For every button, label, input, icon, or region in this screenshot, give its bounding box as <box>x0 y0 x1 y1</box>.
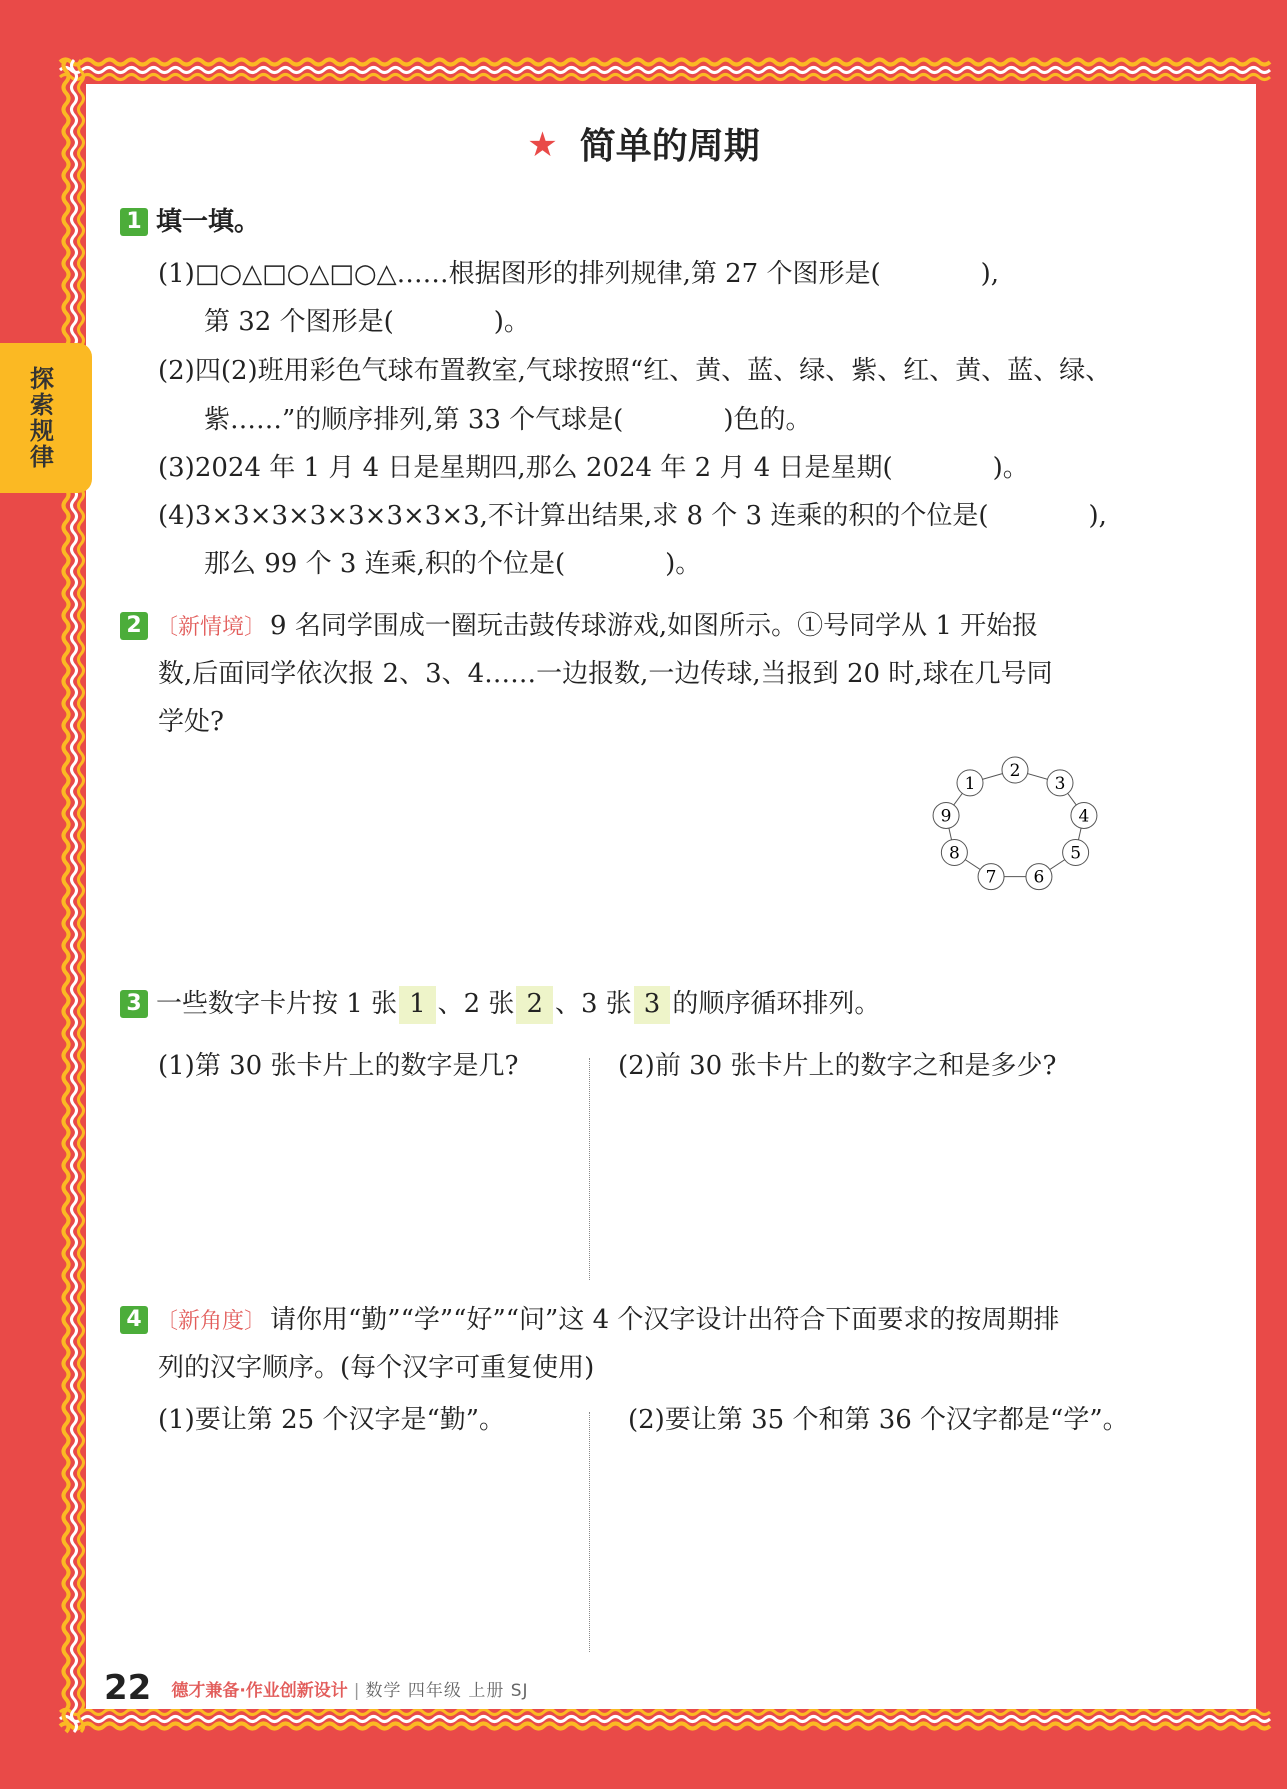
q1-part1-end: ), <box>980 259 1000 289</box>
q3-text-b: 、2 张 <box>437 989 515 1019</box>
page-number: 22 <box>104 1668 152 1708</box>
q1-part2-line2 <box>204 404 811 438</box>
q1-part4-end2: )。 <box>665 549 702 579</box>
q1-part4-line1 <box>158 500 1107 534</box>
q3-number-badge: 3 <box>120 990 148 1018</box>
number-card-1: 1 <box>399 986 436 1024</box>
q1-part4-text2: 那么 99 个 3 连乘,积的个位是( <box>204 549 566 579</box>
student-number-label: 4 <box>1078 806 1090 827</box>
q3-heading <box>120 986 880 1024</box>
number-card-2: 2 <box>516 986 553 1024</box>
q3-answer-area-1[interactable] <box>158 1095 578 1275</box>
q1-part1-line1 <box>158 258 999 292</box>
student-number-label: 9 <box>940 806 952 827</box>
number-card-3: 3 <box>634 986 671 1024</box>
q4-answer-area-2[interactable] <box>610 1450 1150 1650</box>
q4-answer-area-1[interactable] <box>158 1450 578 1650</box>
q1-part4-end: ), <box>1088 501 1107 531</box>
star-icon: ★ <box>527 125 558 165</box>
q2-text3: 学处? <box>158 707 224 737</box>
q3-text-d: 的顺序循环排列。 <box>672 989 881 1019</box>
q1-part1-text: (1)□○△□○△□○△……根据图形的排列规律,第 27 个图形是( <box>158 259 881 289</box>
q1-part4-line2 <box>204 548 701 582</box>
footer-info: 数学 四年级 上册 SJ <box>365 1681 529 1701</box>
q2-line2 <box>158 658 1053 692</box>
q1-heading <box>120 206 260 240</box>
q4-tag: 〔新角度〕 <box>156 1309 267 1334</box>
q2-text1: 9 名同学围成一圈玩击鼓传球游戏,如图所示。①号同学从 1 开始报 <box>270 611 1039 641</box>
q1-part2-line1 <box>158 355 1111 389</box>
q1-part3-line1 <box>158 452 1029 486</box>
side-tab-label: 探索规律 <box>25 366 54 470</box>
q1-part1-text2: 第 32 个图形是( <box>204 307 394 337</box>
student-number-label: 3 <box>1054 773 1066 794</box>
q4-line1 <box>120 1304 1059 1338</box>
q1-part2-text: (2)四(2)班用彩色气球布置教室,气球按照“红、黄、蓝、绿、紫、红、黄、蓝、绿、 <box>158 356 1112 386</box>
q1-part2-end: )色的。 <box>723 405 812 435</box>
page-footer <box>104 1668 529 1708</box>
q4-number-badge: 4 <box>120 1306 148 1334</box>
q1-part1-end2: )。 <box>493 307 530 337</box>
q4-sub1: (1)要让第 25 个汉字是“勤”。 <box>158 1405 506 1435</box>
q4-line2: 列的汉字顺序。(每个汉字可重复使用) <box>158 1353 595 1383</box>
circle-of-students-diagram <box>920 750 1110 900</box>
q4-text1: 请你用“勤”“学”“好”“问”这 4 个汉字设计出符合下面要求的按周期排 <box>270 1305 1060 1335</box>
q1-title: 填一填。 <box>156 207 261 237</box>
side-tab <box>0 343 92 493</box>
q1-part2-text2: 紫……”的顺序排列,第 33 个气球是( <box>204 405 624 435</box>
student-number-label: 7 <box>985 867 997 888</box>
student-number-label: 1 <box>964 773 976 794</box>
student-number-label: 5 <box>1070 843 1082 864</box>
q4-sub2: (2)要让第 35 个和第 36 个汉字都是“学”。 <box>628 1405 1129 1435</box>
student-number-label: 8 <box>948 843 960 864</box>
q2-line1 <box>120 610 1038 644</box>
page-title-text: 简单的周期 <box>579 126 760 167</box>
q3-text-a: 一些数字卡片按 1 张 <box>156 989 398 1019</box>
q2-line3 <box>158 706 224 740</box>
q2-tag: 〔新情境〕 <box>156 615 267 640</box>
q3-answer-area-2[interactable] <box>610 1095 1150 1275</box>
footer-separator: | <box>353 1681 360 1701</box>
footer-brand: 德才兼备·作业创新设计 <box>171 1681 348 1701</box>
student-number-label: 6 <box>1033 867 1045 888</box>
q1-part3-text: (3)2024 年 1 月 4 日是星期四,那么 2024 年 2 月 4 日是星期( <box>158 453 893 483</box>
q1-part1-line2 <box>204 306 530 340</box>
q3-sub1: (1)第 30 张卡片上的数字是几? <box>158 1051 519 1081</box>
q3-divider <box>589 1058 590 1280</box>
page-title <box>0 118 1287 169</box>
q1-number-badge: 1 <box>120 208 148 236</box>
student-number-label: 2 <box>1009 761 1021 781</box>
q2-number-badge: 2 <box>120 612 148 640</box>
q3-text-c: 、3 张 <box>554 989 632 1019</box>
q2-text2: 数,后面同学依次报 2、3、4……一边报数,一边传球,当报到 20 时,球在几号同 <box>158 659 1053 689</box>
q4-divider <box>589 1412 590 1652</box>
q3-sub2: (2)前 30 张卡片上的数字之和是多少? <box>618 1051 1057 1081</box>
q1-part4-text: (4)3×3×3×3×3×3×3×3,不计算出结果,求 8 个 3 连乘的积的个位是( <box>158 501 989 531</box>
q1-part3-end: )。 <box>992 453 1029 483</box>
